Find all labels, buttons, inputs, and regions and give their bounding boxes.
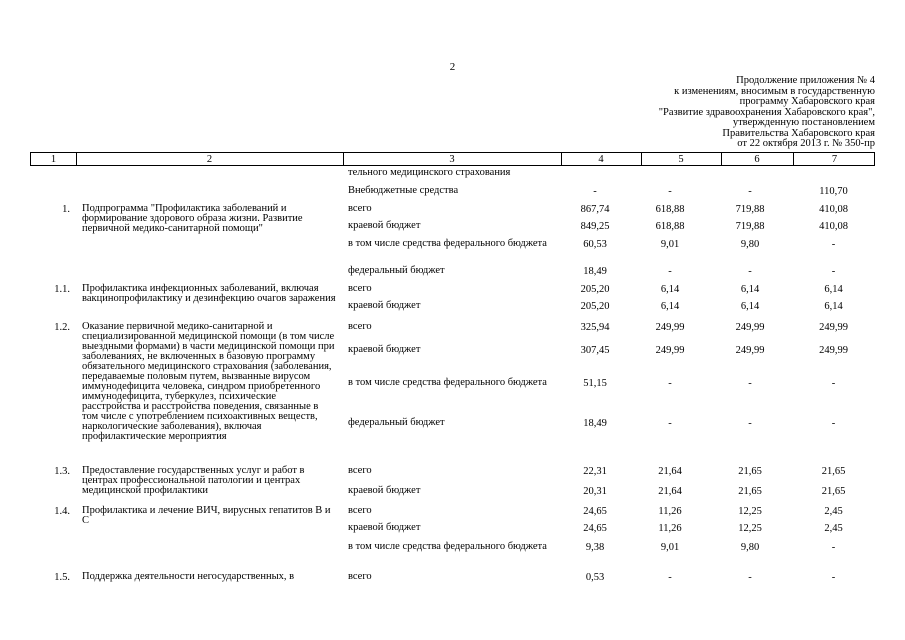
value-total: 307,45: [580, 345, 610, 356]
funding-source: Внебюджетные средства: [348, 185, 459, 196]
value-year-3: 249,99: [819, 345, 848, 356]
value-year-1: -: [668, 186, 672, 197]
value-year-1: 21,64: [658, 486, 682, 497]
value-year-3: 410,08: [819, 221, 848, 232]
value-year-2: 12,25: [738, 523, 762, 534]
funding-source: краевой бюджет: [348, 522, 421, 533]
value-year-1: -: [668, 266, 672, 277]
value-year-1: 249,99: [655, 322, 685, 333]
value-year-3: 21,65: [821, 486, 846, 497]
value-total: 9,38: [585, 542, 605, 553]
value-year-3: -: [831, 378, 836, 389]
header-line: от 22 октября 2013 г. № 350-пр: [737, 138, 875, 149]
value-year-2: 6,14: [740, 284, 760, 295]
value-year-2: 719,88: [735, 221, 765, 232]
value-total: 18,49: [583, 266, 607, 277]
value-year-3: 21,65: [821, 466, 846, 477]
row-number: 1.2.: [54, 322, 70, 333]
value-year-2: 12,25: [738, 506, 762, 517]
value-total: 24,65: [583, 506, 607, 517]
row-number: 1.: [62, 204, 70, 215]
value-total: 205,20: [580, 284, 610, 295]
value-year-1: 249,99: [655, 345, 685, 356]
funding-source: краевой бюджет: [348, 485, 421, 496]
value-total: 0,53: [585, 572, 605, 583]
column-number-row: [30, 152, 875, 166]
value-year-3: 249,99: [819, 322, 848, 333]
value-year-2: 21,65: [738, 486, 762, 497]
funding-source: в том числе средства федерального бюджета: [348, 238, 547, 249]
value-year-1: -: [668, 418, 672, 429]
column-header: 2: [206, 154, 213, 165]
value-total: 849,25: [580, 221, 610, 232]
value-year-3: 2,45: [824, 506, 843, 517]
row-number: 1.3.: [54, 466, 70, 477]
value-year-1: 9,01: [660, 542, 680, 553]
value-year-2: -: [748, 572, 752, 583]
column-header: 1: [50, 154, 57, 165]
value-year-1: 618,88: [655, 221, 685, 232]
value-year-2: -: [748, 418, 752, 429]
continuation-text: тельного медицинского страхования: [348, 167, 511, 178]
value-year-3: -: [831, 542, 836, 553]
row-name: Профилактика инфекционных заболеваний, включая вакцинопрофилактику и дезинфекцию очагов заражения: [82, 283, 336, 304]
column-header: 3: [449, 154, 455, 165]
value-total: 22,31: [583, 466, 607, 477]
value-year-1: 9,01: [660, 239, 680, 250]
value-year-1: -: [668, 378, 672, 389]
value-total: 60,53: [583, 239, 607, 250]
value-year-2: 719,88: [735, 204, 765, 215]
funding-source: всего: [348, 465, 372, 476]
value-total: 20,31: [583, 486, 607, 497]
value-year-2: -: [748, 378, 752, 389]
funding-source: краевой бюджет: [348, 344, 421, 355]
funding-source: федеральный бюджет: [348, 417, 445, 428]
value-year-1: 618,88: [655, 204, 685, 215]
header-line: Продолжение приложения № 4: [736, 75, 875, 86]
value-year-3: -: [831, 266, 836, 277]
appendix-header: [659, 76, 875, 150]
value-year-2: 6,14: [740, 301, 760, 312]
column-header: 4: [598, 154, 604, 165]
value-total: 325,94: [580, 322, 610, 333]
row-name: Поддержка деятельности негосударственных, в: [82, 571, 295, 582]
value-year-1: 11,26: [658, 506, 682, 517]
header-line: утвержденную постановлением: [732, 117, 875, 128]
funding-source: в том числе средства федерального бюджета: [348, 377, 547, 388]
value-year-2: 249,99: [735, 322, 765, 333]
row-name: Предоставление государственных услуг и работ в центрах профессиональной патологии и центрах медицинской профилактики: [82, 465, 305, 496]
value-year-1: 21,64: [658, 466, 682, 477]
value-year-2: -: [748, 266, 752, 277]
funding-source: краевой бюджет: [348, 220, 421, 231]
value-year-3: 110,70: [819, 186, 848, 197]
column-header: 7: [831, 154, 838, 165]
value-year-1: 6,14: [660, 301, 680, 312]
value-year-2: 21,65: [738, 466, 762, 477]
row-number: 1.4.: [54, 506, 70, 517]
value-year-1: 11,26: [658, 523, 682, 534]
value-year-2: -: [748, 186, 752, 197]
value-total: 205,20: [580, 301, 610, 312]
value-year-2: 249,99: [735, 345, 765, 356]
value-year-2: 9,80: [740, 542, 760, 553]
value-year-3: 2,45: [824, 523, 843, 534]
row-name: Подпрограмма "Профилактика заболеваний и формирование здорового образа жизни. Развитие первичной медико-санитарной помощи": [82, 203, 303, 234]
funding-source: всего: [348, 321, 372, 332]
funding-source: всего: [348, 283, 372, 294]
header-line: программу Хабаровского края: [739, 96, 875, 107]
header-line: Правительства Хабаровского края: [722, 127, 875, 139]
row-number: 1.1.: [54, 284, 70, 295]
value-year-3: -: [831, 239, 836, 250]
row-name: Оказание первичной медико-санитарной и специализированной медицинской помощи (в том числе выездными формами) в части медицинской помощи при заболеваниях, не включенных в базовую программу обязательного медицинского страхования (заболевания, передаваемые половым путем, вызванные вирусом иммунодефицита человека, синдром приобретенного иммунодефицита, туберкулез, психические расстройства и расстройства поведения, связанные в том числе с употреблением психоактивных веществ, наркологические заболевания), включая профилактические мероприятия: [82, 321, 335, 442]
column-header: 6: [754, 154, 760, 165]
value-total: 18,49: [583, 418, 607, 429]
header-line: к изменениям, вносимым в государственную: [674, 85, 875, 97]
value-year-1: -: [668, 572, 672, 583]
funding-source: в том числе средства федерального бюджета: [348, 541, 547, 552]
funding-source: федеральный бюджет: [348, 265, 445, 276]
page-number: 2: [449, 61, 456, 73]
value-total: 24,65: [583, 523, 607, 534]
row-name: Профилактика и лечение ВИЧ, вирусных гепатитов В и С: [82, 505, 331, 526]
funding-source: всего: [348, 505, 372, 516]
funding-source: всего: [348, 203, 372, 214]
value-year-2: 9,80: [740, 239, 760, 250]
funding-source: краевой бюджет: [348, 300, 421, 311]
value-year-1: 6,14: [660, 284, 680, 295]
value-year-3: 6,14: [824, 301, 843, 312]
row-number: 1.5.: [54, 572, 70, 583]
value-year-3: -: [831, 572, 836, 583]
column-header: 5: [678, 154, 684, 165]
funding-source: всего: [348, 571, 372, 582]
value-total: 867,74: [580, 204, 610, 215]
header-line: "Развитие здравоохранения Хабаровского края",: [658, 106, 875, 118]
value-year-3: -: [831, 418, 836, 429]
value-total: 51,15: [583, 378, 607, 389]
value-year-3: 410,08: [819, 204, 848, 215]
value-year-3: 6,14: [824, 284, 843, 295]
value-total: -: [593, 186, 597, 197]
